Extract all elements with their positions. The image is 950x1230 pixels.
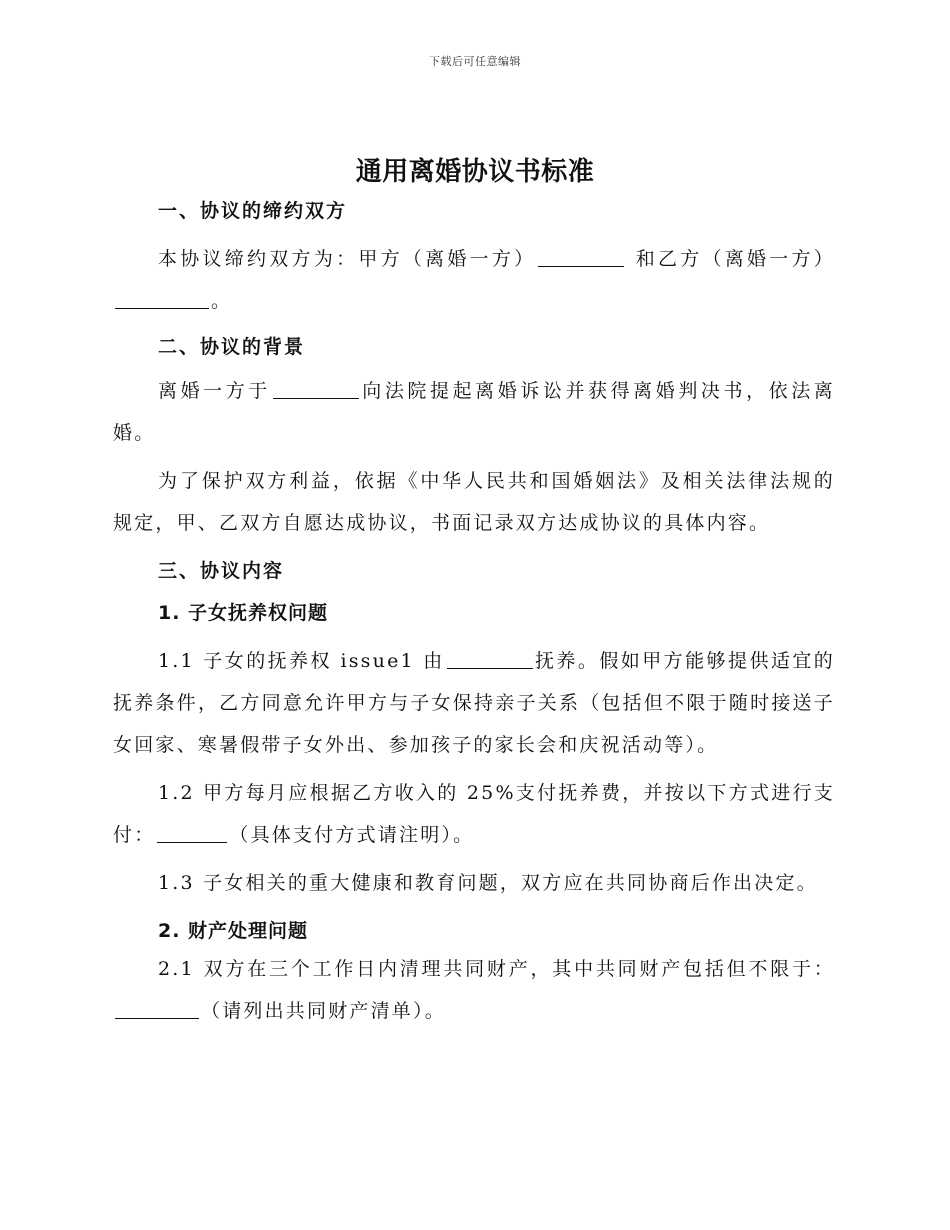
paragraph-text: 1.3 子女相关的重大健康和教育问题，双方应在共同协商后作出决定。 — [158, 872, 818, 894]
clause-1-1 — [113, 640, 835, 766]
document-title: 通用离婚协议书标准 — [355, 157, 595, 187]
subheading-custody: 1. 子女抚养权问题 — [158, 602, 329, 624]
spacer — [113, 544, 835, 554]
paragraph-text: （请列出共同财产清单）。 — [201, 1000, 446, 1022]
paragraph-text: 1.1 子女的抚养权 issue1 由 — [158, 650, 445, 672]
paragraph-text: 。 — [211, 290, 233, 312]
background-paragraph-1 — [113, 370, 835, 454]
spacer — [113, 588, 835, 596]
paragraph-text: （具体支付方式请注明）。 — [229, 824, 475, 846]
section-heading-background: 二、协议的背景 — [158, 336, 306, 358]
subheading-property: 2. 财产处理问题 — [158, 920, 309, 942]
fill-in-blank[interactable] — [538, 247, 624, 267]
header-note: 下载后可任意编辑 — [429, 55, 521, 68]
document-body — [113, 194, 835, 1032]
paragraph-text: 2.1 双方在三个工作日内清理共同财产，其中共同财产包括但不限于： — [158, 958, 835, 980]
paragraph-text: 为了保护双方利益，依据《中华人民共和国婚姻法》及相关法律法规的规定，甲、乙双方自愿达成协议，书面记录双方达成协议的具体内容。 — [113, 470, 835, 534]
paragraph-text: 离婚一方于 — [158, 380, 271, 402]
clause-2-1 — [113, 948, 835, 1032]
section-heading-parties: 一、协议的缔约双方 — [158, 200, 348, 222]
spacer — [113, 322, 835, 330]
background-paragraph-2 — [113, 460, 835, 544]
fill-in-blank[interactable] — [447, 649, 533, 669]
clause-1-2 — [113, 772, 835, 856]
clause-1-3 — [113, 862, 835, 904]
spacer — [113, 630, 835, 640]
paragraph-text: 和乙方（离婚一方） — [626, 248, 835, 270]
section-heading-content: 三、协议内容 — [158, 560, 285, 582]
fill-in-blank[interactable] — [157, 823, 227, 843]
parties-paragraph — [113, 238, 835, 322]
paragraph-text: 抚养。假如甲方能够提供适宜的抚养条件，乙方同意允许甲方与子女保持亲子关系（包括但不限于随时接送子女回家、寒暑假带子女外出、参加孩子的家长会和庆祝活动等）。 — [113, 650, 835, 756]
spacer — [113, 228, 835, 238]
fill-in-blank[interactable] — [115, 999, 199, 1019]
paragraph-text: 1.2 甲方每月应根据乙方收入的 25%支付抚养费，并按以下方式进行支付： — [113, 782, 835, 846]
spacer — [113, 904, 835, 914]
paragraph-text: 本协议缔约双方为：甲方（离婚一方） — [158, 248, 537, 270]
fill-in-blank[interactable] — [273, 379, 359, 399]
fill-in-blank[interactable] — [115, 289, 209, 309]
paragraph-text: 向法院提起离婚诉讼并获得离婚判决书，依法离婚。 — [113, 380, 835, 444]
